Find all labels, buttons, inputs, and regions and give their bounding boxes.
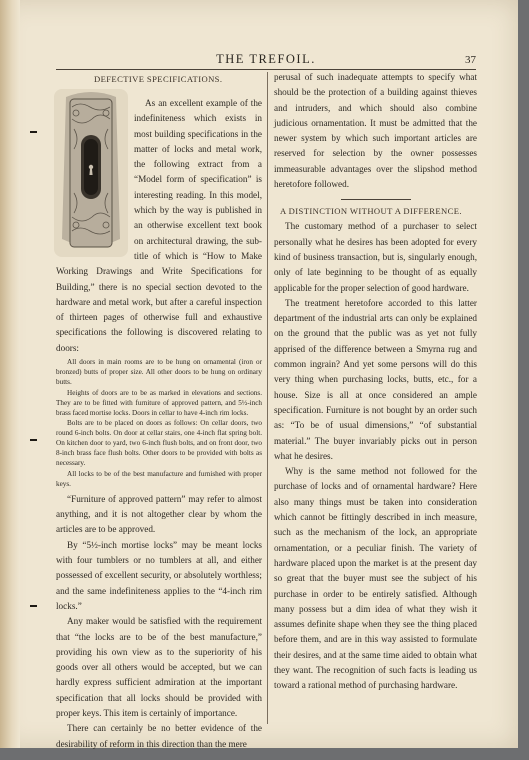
paragraph: There can certainly be no better evidence of the desirability of reform in this direction than the mere <box>56 723 262 749</box>
margin-mark <box>30 439 37 441</box>
specification-quote: All doors in main rooms are to be hung on ornamental (iron or bronzed) butts of proper size. All other doors to be hung on ordinary butts. <box>56 358 262 386</box>
specification-quote: Heights of doors are to be as marked in elevations and sections. They are to be fitted with furniture of approved pattern, and 5½-inch brass faced mortise locks. Doors in cellar to have 4-inch rim locks. <box>56 388 262 417</box>
page-number: 37 <box>465 54 476 66</box>
section-heading-distinction: A DISTINCTION WITHOUT A DIFFERENCE. <box>280 206 462 217</box>
journal-title: THE TREFOIL. <box>216 52 316 66</box>
paragraph: perusal of such inadequate attempts to specify what should be the protection of a building against thieves and intruders, and which should also combine judicious ornamentation. It must be admitted that the newer system by which such important articles are reserved for selection by the owner possesses immeasurable advantages over the slipshod method heretofore followed. <box>274 72 477 190</box>
paragraph: The customary method of a purchaser to select personally what he desires has been adopted for every kind of business transaction, but is, singularly enough, only of late beginning to be thought of as equally applicable for the proper selection of good hardware. <box>274 221 477 293</box>
paragraph: Any maker would be satisfied with the requirement that “the locks are to be of the best manufacture,” providing his own view as to the superiority of his goods over all others would be accepted, but we can hardly express sufficient admiration at the important specification that all locks should be provided with proper keys. This item is certainly of importance. <box>56 616 262 718</box>
margin-mark <box>30 605 37 607</box>
running-header <box>56 52 476 68</box>
margin-mark <box>30 131 37 133</box>
section-rule <box>341 199 411 200</box>
right-column <box>274 70 477 694</box>
specification-quote: All locks to be of the best manufacture and furnished with proper keys. <box>56 470 262 488</box>
left-column <box>56 70 262 752</box>
column-divider <box>267 72 268 724</box>
page-binding-shadow <box>0 0 20 748</box>
section-heading-defective-specifications: DEFECTIVE SPECIFICATIONS. <box>94 74 223 84</box>
ornamental-mortise-lock-plate-icon <box>54 89 128 257</box>
paragraph: As an excellent example of the indefiniteness which exists in most building specifications in the matter of locks and metal work, the following extract from a “Model form of specification” is interesting reading. In this model, which by the way is published in an otherwise excellent text book on architectural drawing, the sub-title of which is “How to Make Working Drawings and Write Specifications for Building,” there is no special section devoted to the hardware and metal work, but after a careful inspection of thirteen pages of otherwise full and exhaustive specifications the following is discovered relating to doors: <box>56 98 262 353</box>
paragraph: Why is the same method not followed for the purchase of locks and of ornamental hardware? Here also many things must be taken into consideration which cannot be fittingly described in inch measure, such as the mechanism of the lock, an appropriate ornamentation, or a peculiar finish. The variety of hardware placed upon the market is at the present day so great that the buyer must see the subject of his purchase in order to be entirely satisfied. Although many possess but a dim idea of what they wish it assumes definite shape when they see the thing placed before them, and are in this way assisted to formulate their desires, and at the same time aided to obtain what they want. The recognition of such facts is leading us toward a rational method of purchasing hardware. <box>274 466 477 691</box>
specification-quote: Bolts are to be placed on doors as follows: On cellar doors, two round 6-inch bolts. On door at cellar stairs, one 4-inch flat spring bolt. On kitchen door to yard, two 6-inch flush bolts, and on front door, two 8-inch brass face flush bolts. Other doors to be provided with bolts as necessary. <box>56 419 262 468</box>
paragraph: “Furniture of approved pattern” may refer to almost anything, and it is not altogether clear by whom the articles are to be approved. <box>56 493 262 535</box>
paragraph: The treatment heretofore accorded to this latter department of the industrial arts can only be explained on the ground that the public was as yet not fully apprised of the difference between a Smyrna rug and common ingrain? And yet some persons will do this very thing when purchasing locks, butts, etc., for a house. Size is all at once considered an ample specification. Furniture is not bought by an order such as: “To be of usual dimensions,” “of substantial material.” The buyer invariably picks out in person what he desires. <box>274 297 477 461</box>
paragraph: By “5½-inch mortise locks” may be meant locks with four tumblers or no tumblers at all, and either possessed of excellent security, or absolutely worthless; and the same indefiniteness applies to the “4-inch rim locks.” <box>56 539 262 611</box>
